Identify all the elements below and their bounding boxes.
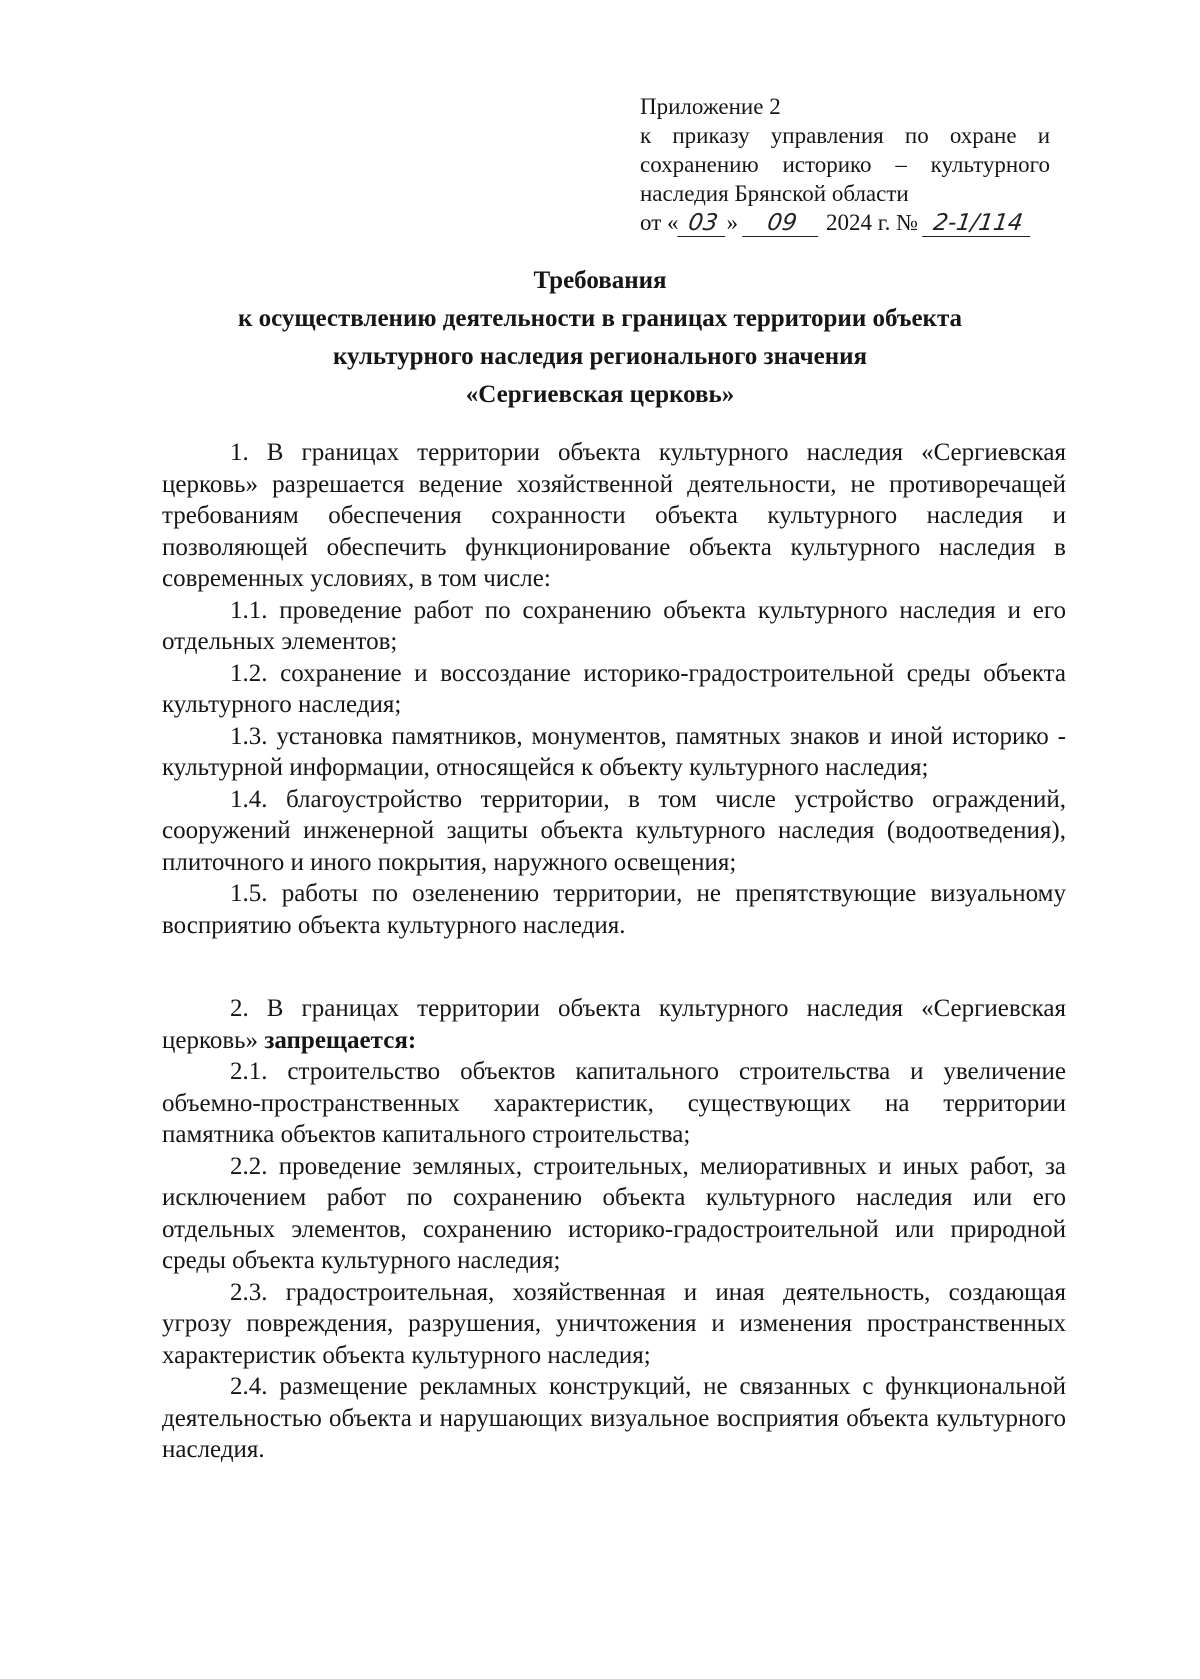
list-item: 1.5. работы по озеленению территории, не препятствующие визуальному восприятию объекта культурного наследия. [162, 880, 1066, 939]
title-line: культурного наследия регионального значения [332, 343, 868, 370]
handwritten-order-number: 2-1/114 [922, 210, 1034, 237]
title-line: Требования [533, 267, 667, 294]
section-2-intro [162, 993, 1066, 1056]
list-item: 1.2. сохранение и воссоздание историко-градостроительной среды объекта культурного наследия; [162, 659, 1066, 718]
handwritten-day: 03 [677, 210, 729, 237]
list-item: 1.3. установка памятников, монументов, памятных знаков и иной историко - культурной информации, относящейся к объекту культурного наследия; [162, 722, 1066, 781]
list-item: 2.3. градостроительная, хозяйственная и иная деятельность, создающая угрозу повреждения, разрушения, уничтожения и изменения пространственных характеристик объекта культурного наследия; [162, 1278, 1066, 1369]
annex-header [640, 92, 1050, 237]
annex-order-ref-line: наследия Брянской области [640, 181, 909, 206]
title-line: «Сергиевская церковь» [465, 381, 735, 408]
annex-order-ref-line: сохранению историко – культурного [640, 152, 1050, 177]
date-quote-close: » [726, 210, 738, 235]
list-item: 1.4. благоустройство территории, в том числе устройство ограждений, сооружений инженерной защиты объекта культурного наследия (водоотведения), плиточного и иного покрытия, наружного освещения; [162, 785, 1066, 876]
document-body [162, 437, 1066, 1466]
handwritten-month: 09 [742, 210, 822, 237]
section-gap [162, 941, 1066, 993]
section-2-intro-text: 2. В границах территории объекта культурного наследия «Сергиевская церковь» [162, 995, 1066, 1054]
document-title [140, 262, 1060, 414]
annex-order-ref-line: к приказу управления по охране и [640, 123, 1050, 148]
list-item: 1.1. проведение работ по сохранению объекта культурного наследия и его отдельных элементов; [162, 596, 1066, 655]
section-2-prohibited-label: запрещается: [264, 1026, 417, 1054]
list-item: 2.1. строительство объектов капитального строительства и увеличение объемно-пространственных характеристик, существующих на территории памятника объектов капитального строительства; [162, 1058, 1066, 1148]
date-prefix: от « [640, 210, 679, 235]
date-year: 2024 г. № [826, 210, 919, 235]
list-item: 2.2. проведение земляных, строительных, мелиоративных и иных работ, за исключением работ по сохранению объекта культурного наследия или его отдельных элементов, сохранению историко-градостроительной или природной среды объекта культурного наследия; [162, 1152, 1066, 1274]
list-item: 2.4. размещение рекламных конструкций, не связанных с функциональной деятельностью объекта и нарушающих визуальное восприятия объекта культурного наследия. [162, 1373, 1066, 1463]
section-1-intro: 1. В границах территории объекта культурного наследия «Сергиевская церковь» разрешается ведение хозяйственной деятельности, не противоречащей требованиям обеспечения сохранности объекта культурного наследия и позволяющей обеспечить функционирование объекта культурного наследия в современных условиях, в том числе: [162, 439, 1066, 592]
annex-title: Приложение 2 [640, 94, 781, 119]
annex-date-line [640, 208, 1050, 237]
title-line: к осуществлению деятельности в границах территории объекта [237, 305, 963, 332]
